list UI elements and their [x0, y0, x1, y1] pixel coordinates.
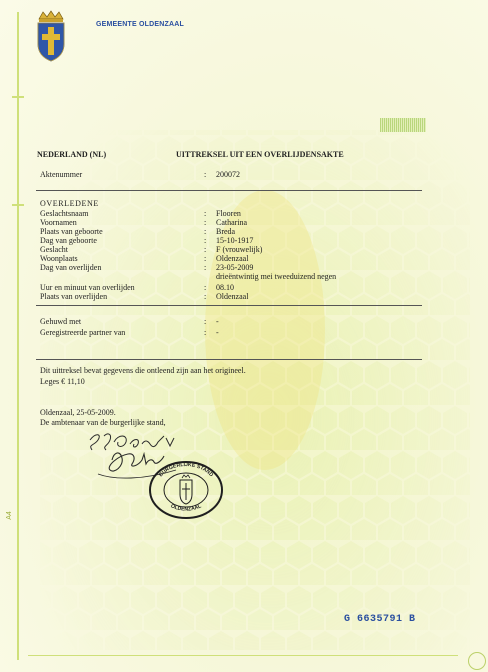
- place-date: Oldenzaal, 25-05-2009.: [40, 408, 116, 417]
- field-value: Catharina: [216, 218, 248, 227]
- colon: :: [204, 170, 207, 179]
- field-value: F (vrouwelijk): [216, 245, 263, 254]
- colon: :: [204, 263, 207, 272]
- microtext-box: [380, 118, 426, 132]
- field-value: 23-05-2009: [216, 263, 254, 272]
- field-label: Uur en minuut van overlijden: [40, 283, 135, 292]
- field-label: Plaats van geboorte: [40, 227, 103, 236]
- field-value: Flooren: [216, 209, 241, 218]
- field-label: Plaats van overlijden: [40, 292, 108, 301]
- document-title: UITTREKSEL UIT EEN OVERLIJDENSAKTE: [176, 150, 344, 159]
- svg-text:OLDENZAAL: OLDENZAAL: [169, 503, 203, 513]
- colon: :: [204, 209, 207, 218]
- field-label: Geslachtsnaam: [40, 209, 89, 218]
- field-label: Geregistreerde partner van: [40, 328, 126, 337]
- municipality-name: GEMEENTE OLDENZAAL: [96, 21, 184, 28]
- colon: :: [204, 317, 207, 326]
- akte-label: Aktenummer: [40, 170, 83, 179]
- field-label: Geslacht: [40, 245, 68, 254]
- field-label: Woonplaats: [40, 254, 78, 263]
- divider: [36, 190, 422, 191]
- field-value: 08.10: [216, 283, 234, 292]
- fee-text: Leges € 11,10: [40, 377, 85, 386]
- akte-value: 200072: [216, 170, 240, 179]
- colon: :: [204, 328, 207, 337]
- colon: :: [204, 236, 207, 245]
- colon: :: [204, 283, 207, 292]
- field-label: Voornamen: [40, 218, 77, 227]
- field-value: -: [216, 317, 219, 326]
- crest-icon: [34, 10, 68, 62]
- field-label: Dag van overlijden: [40, 263, 102, 272]
- margin-tick: [12, 204, 24, 206]
- country-label: NEDERLAND (NL): [37, 150, 107, 159]
- field-value: Breda: [216, 227, 236, 236]
- divider: [36, 359, 422, 360]
- divider: [36, 305, 422, 306]
- colon: :: [204, 227, 207, 236]
- field-value-words: drieëntwintig mei tweeduizend negen: [216, 272, 337, 281]
- official-title: De ambtenaar van de burgerlijke stand,: [40, 418, 166, 427]
- colon: :: [204, 245, 207, 254]
- bottom-rule: [28, 655, 458, 656]
- field-value: Oldenzaal: [216, 292, 249, 301]
- colon: :: [204, 254, 207, 263]
- corner-mark-icon: [468, 652, 486, 670]
- svg-text:BURGERLIJKE STAND: BURGERLIJKE STAND: [157, 461, 215, 479]
- field-value: Oldenzaal: [216, 254, 249, 263]
- section-label: OVERLEDENE: [40, 199, 99, 208]
- field-value: 15-10-1917: [216, 236, 254, 245]
- statement-text: Dit uittreksel bevat gegevens die ontleend zijn aan het origineel.: [40, 366, 246, 375]
- colon: :: [204, 218, 207, 227]
- official-stamp: [144, 456, 228, 522]
- margin-tick: [12, 96, 24, 98]
- serial-number: G 6635791 B: [344, 614, 416, 625]
- paper-size-label: A4: [5, 511, 13, 520]
- field-label: Gehuwd met: [40, 317, 82, 326]
- field-value: -: [216, 328, 219, 337]
- left-margin-rule: [17, 12, 19, 660]
- field-label: Dag van geboorte: [40, 236, 97, 245]
- colon: :: [204, 292, 207, 301]
